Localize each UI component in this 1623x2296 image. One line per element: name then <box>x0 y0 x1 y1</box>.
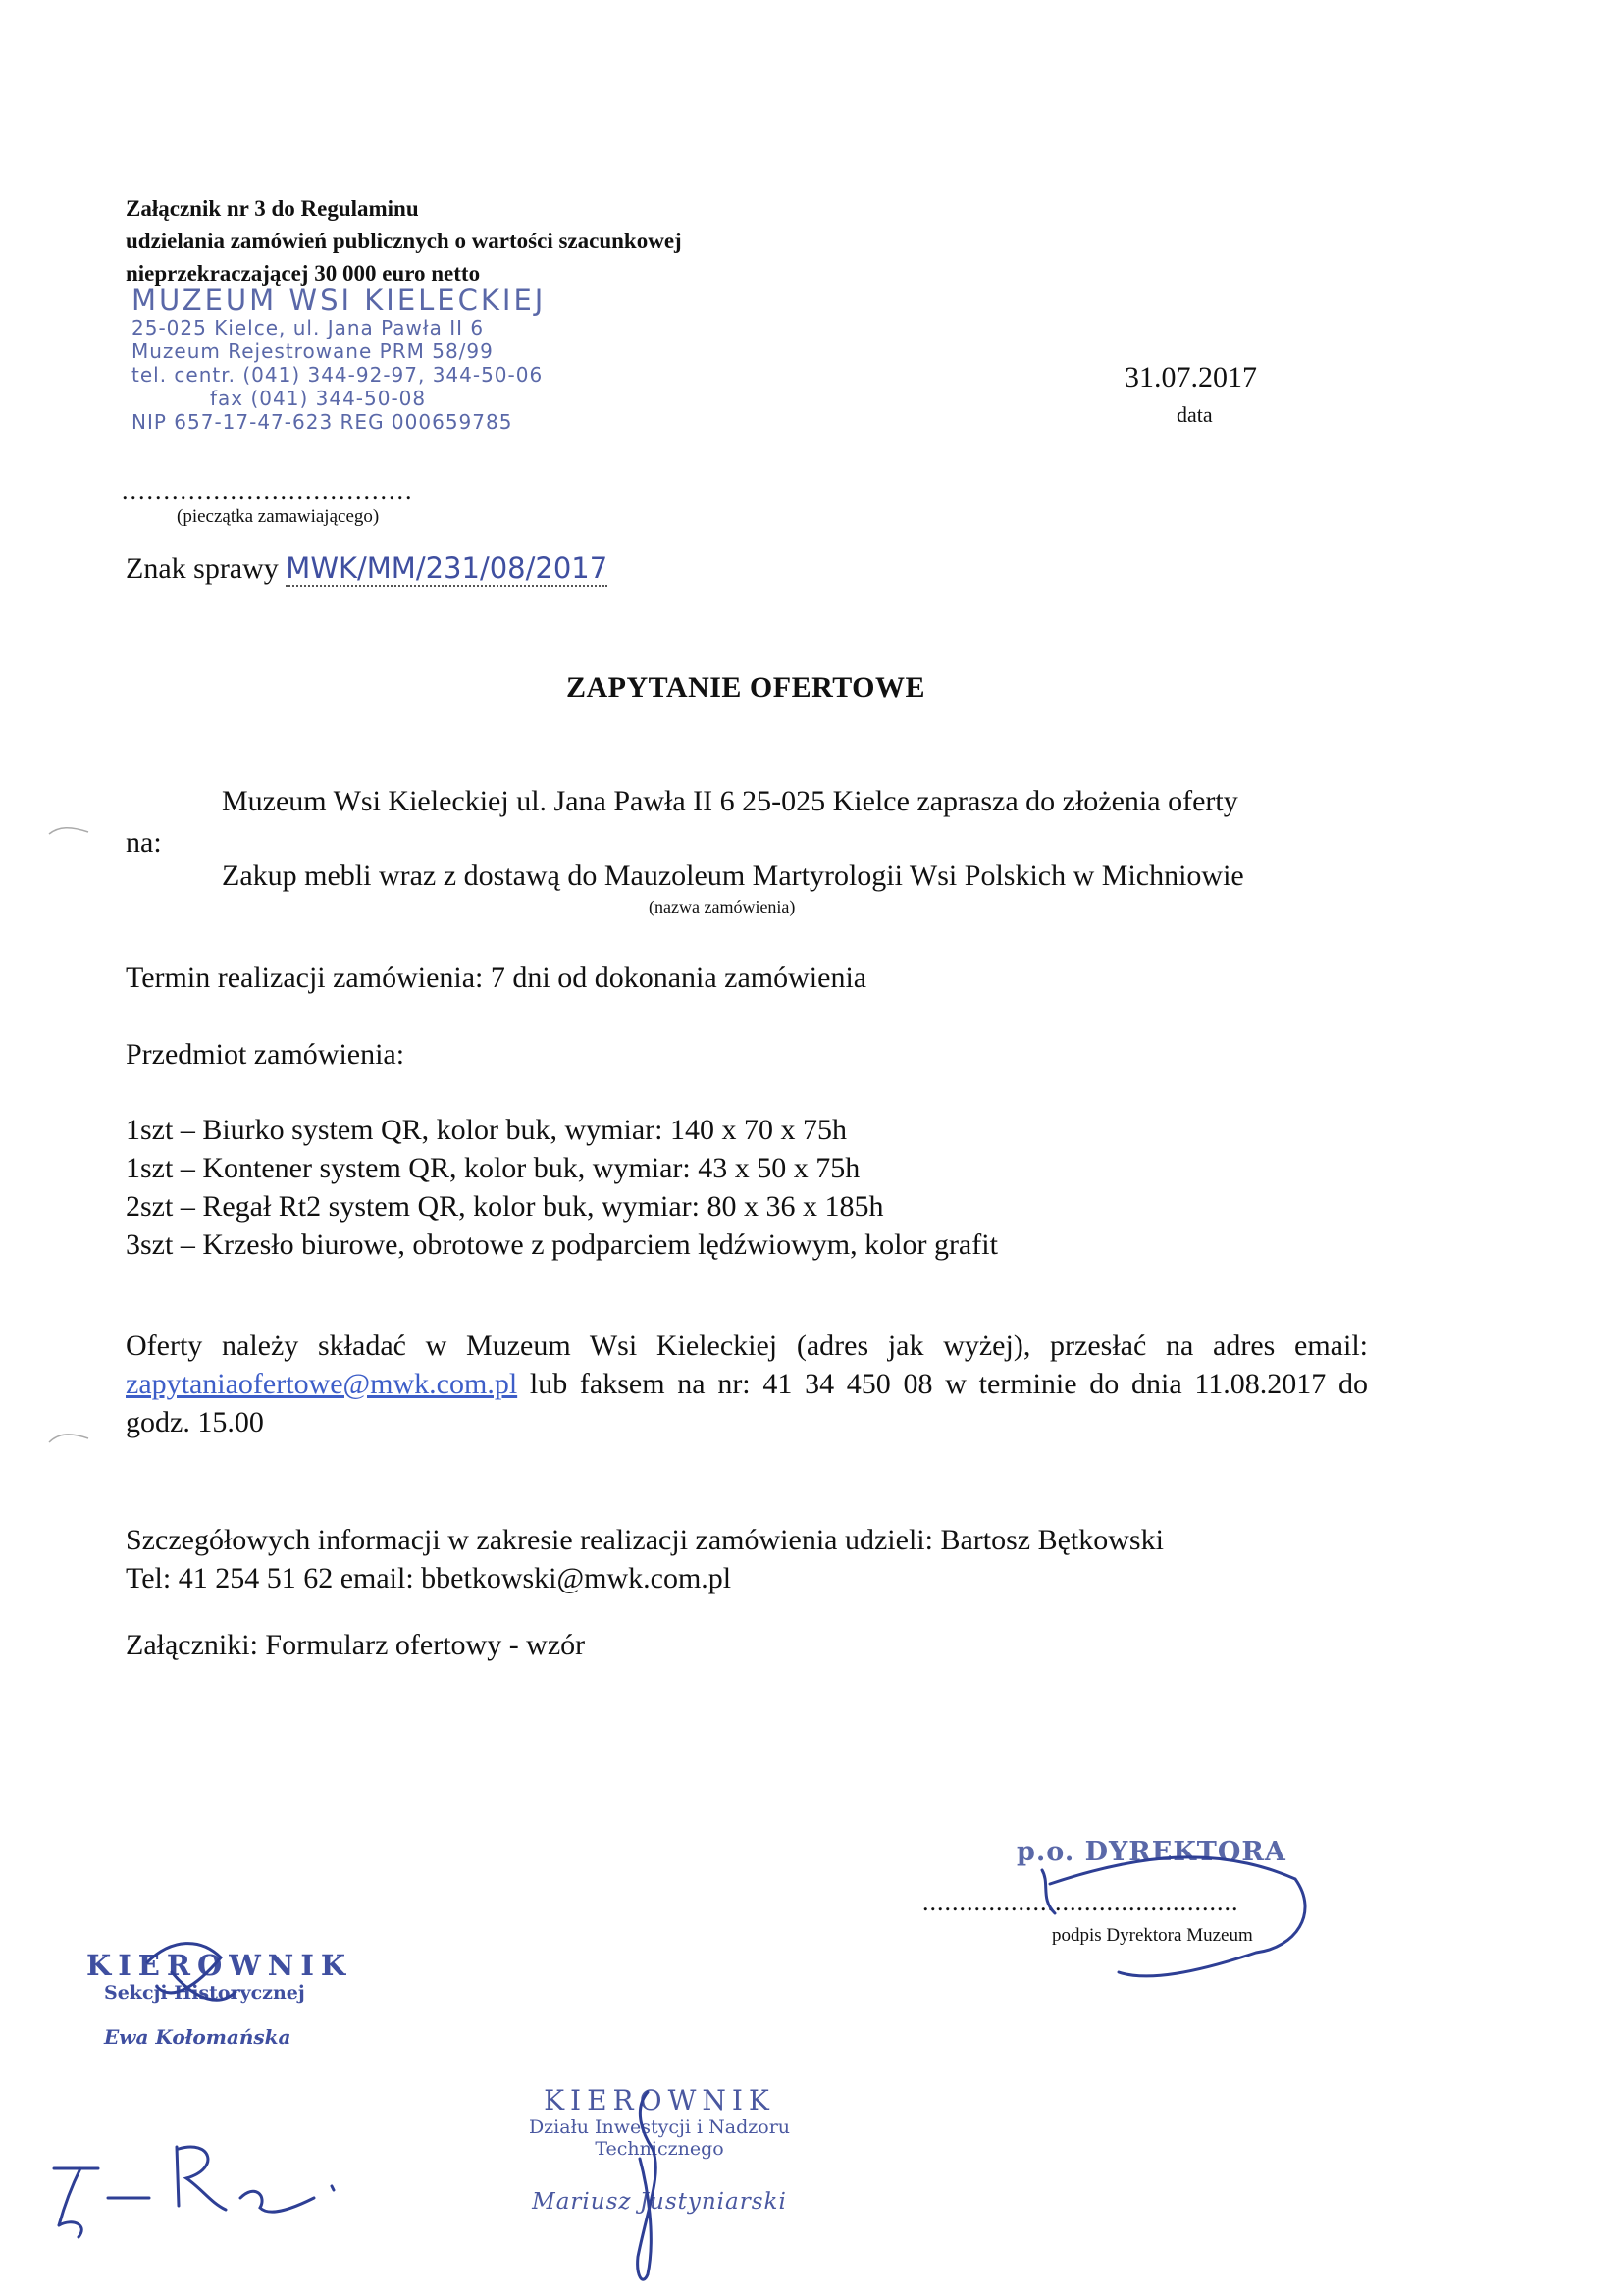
na-label: na: <box>126 826 162 859</box>
contact-line-1: Szczegółowych informacji w zakresie realizacji zamówienia udzieli: Bartosz Bętkowski <box>126 1524 1164 1556</box>
stamp-dotted-line: ................................... <box>122 477 414 505</box>
history-stamp-section: Sekcji Historycznej <box>104 1982 305 2004</box>
list-item: 1szt – Kontener system QR, kolor buk, wymiar: 43 x 50 x 75h <box>126 1152 861 1184</box>
header-line-3: nieprzekraczającej 30 000 euro netto <box>126 261 481 286</box>
completion-term: Termin realizacji zamówienia: 7 dni od dokonania zamówienia <box>126 962 867 994</box>
director-stamp: p.o. DYREKTORA <box>1017 1837 1286 1867</box>
initials-right-icon <box>177 2147 334 2212</box>
case-label: Znak sprawy <box>126 552 279 585</box>
date-label: data <box>1177 402 1213 427</box>
subject-heading: Przedmiot zamówienia: <box>126 1038 405 1070</box>
list-item: 3szt – Krzesło biurowe, obrotowe z podparciem lędźwiowym, kolor grafit <box>126 1228 998 1261</box>
document-title: ZAPYTANIE OFERTOWE <box>565 671 926 704</box>
initials-left-icon <box>54 2168 149 2237</box>
order-name: Zakup mebli wraz z dostawą do Mauzoleum Martyrologii Wsi Polskich w Michniowie <box>222 860 1244 892</box>
director-signature-icon <box>1042 1857 1305 1976</box>
offers-text-1: Oferty należy składać w Muzeum Wsi Kieleckiej (adres jak wyżej), przesłać na adres email: <box>126 1330 1368 1362</box>
order-caption: (nazwa zamówienia) <box>649 897 796 916</box>
stamp-caption: (pieczątka zamawiającego) <box>177 506 380 527</box>
header-line-1: Załącznik nr 3 do Regulaminu <box>126 196 419 221</box>
stamp-phone: tel. centr. (041) 344-92-97, 344-50-06 <box>131 363 544 387</box>
list-item: 2szt – Regał Rt2 system QR, kolor buk, wymiar: 80 x 36 x 185h <box>126 1190 884 1223</box>
director-signature-caption: podpis Dyrektora Muzeum <box>1052 1925 1253 1946</box>
case-number: MWK/MM/231/08/2017 <box>286 551 608 585</box>
stamp-address: 25-025 Kielce, ul. Jana Pawła II 6 <box>131 316 485 339</box>
history-stamp-title: KIEROWNIK <box>86 1949 353 1982</box>
invest-stamp-title: KIEROWNIK <box>544 2084 775 2116</box>
invest-signature-icon <box>638 2092 656 2279</box>
list-item: 1szt – Biurko system QR, kolor buk, wymiar: 140 x 70 x 75h <box>126 1114 847 1146</box>
attachments-line: Załączniki: Formularz ofertowy - wzór <box>126 1629 586 1661</box>
offers-text-2: lub faksem na nr: 41 34 450 08 w terminie do dnia 11.08.2017 do godz. 15.00 <box>126 1368 1368 1438</box>
invest-stamp-name: Mariusz Justyniarski <box>532 2189 787 2215</box>
stamp-register: Muzeum Rejestrowane PRM 58/99 <box>131 339 494 363</box>
history-signature-icon <box>147 1944 236 2001</box>
stamp-nip: NIP 657-17-47-623 REG 000659785 <box>131 410 513 434</box>
header-line-2: udzielania zamówień publicznych o wartości szacunkowej <box>126 229 682 253</box>
offers-email-link[interactable]: zapytaniaofertowe@mwk.com.pl <box>126 1368 518 1400</box>
inviter-text: Muzeum Wsi Kieleckiej ul. Jana Pawła II 6 25-025 Kielce zaprasza do złożenia oferty <box>222 785 1238 817</box>
stamp-fax: fax (041) 344-50-08 <box>210 387 427 410</box>
history-stamp-name: Ewa Kołomańska <box>104 2025 291 2049</box>
page-corner-mark-icon <box>49 828 88 1442</box>
stamp-title: MUZEUM WSI KIELECKIEJ <box>131 284 547 317</box>
document-date: 31.07.2017 <box>1125 361 1257 393</box>
invest-stamp-dept: Działu Inwestycji i Nadzoru Technicznego <box>528 2116 791 2160</box>
director-signature-line: ........................................... <box>922 1888 1239 1916</box>
contact-line-2: Tel: 41 254 51 62 email: bbetkowski@mwk.com.pl <box>126 1562 732 1594</box>
